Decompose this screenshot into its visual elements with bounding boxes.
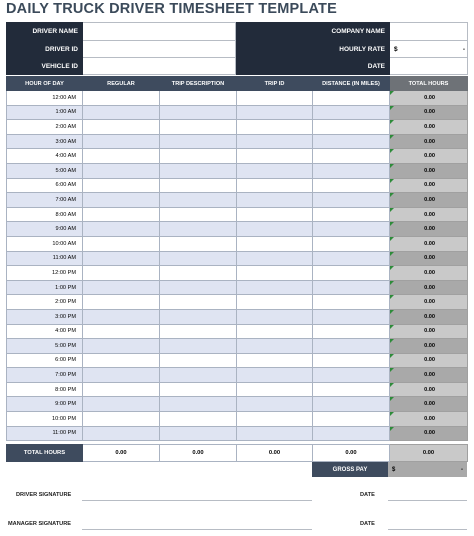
trip-id-cell[interactable] <box>237 149 313 164</box>
regular-cell[interactable] <box>83 295 160 310</box>
total-hours-cell: 0.00 <box>390 412 468 427</box>
regular-cell[interactable] <box>83 120 160 135</box>
driver-id-field[interactable] <box>83 41 236 58</box>
trip-description-cell[interactable] <box>160 134 237 149</box>
distance-cell[interactable] <box>313 266 390 281</box>
table-row <box>7 207 468 222</box>
trip-description-cell[interactable] <box>160 105 237 120</box>
hour-of-day-cell: 1:00 PM <box>7 280 83 295</box>
table-row <box>7 309 468 324</box>
regular-cell[interactable] <box>83 280 160 295</box>
driver-signature-date-label: DATE <box>360 492 375 498</box>
trip-id-cell[interactable] <box>237 163 313 178</box>
regular-cell[interactable] <box>83 339 160 354</box>
company-name-field[interactable] <box>390 23 468 41</box>
total-hours-cell: 0.00 <box>390 193 468 208</box>
trip-description-cell[interactable] <box>160 353 237 368</box>
distance-cell[interactable] <box>313 193 390 208</box>
col-header-trip-id: TRIP ID <box>237 77 313 91</box>
distance-cell[interactable] <box>313 163 390 178</box>
table-row <box>7 353 468 368</box>
trip-id-cell[interactable] <box>237 120 313 135</box>
hour-of-day-cell: 5:00 AM <box>7 163 83 178</box>
hour-of-day-cell: 11:00 PM <box>7 426 83 441</box>
trip-description-cell[interactable] <box>160 295 237 310</box>
trip-description-cell[interactable] <box>160 149 237 164</box>
total-hours-sum: 0.00 <box>390 445 468 462</box>
table-row <box>7 120 468 135</box>
trip-description-cell[interactable] <box>160 309 237 324</box>
table-row <box>7 105 468 120</box>
distance-cell[interactable] <box>313 91 390 106</box>
table-row <box>7 324 468 339</box>
col-header-trip-description: TRIP DESCRIPTION <box>160 77 237 91</box>
hour-of-day-cell: 5:00 PM <box>7 339 83 354</box>
totals-label: TOTAL HOURS <box>7 445 83 462</box>
timesheet-grid <box>6 76 468 441</box>
total-hours-cell: 0.00 <box>390 309 468 324</box>
col-header-regular: REGULAR <box>83 77 160 91</box>
regular-cell[interactable] <box>83 353 160 368</box>
manager-signature-line[interactable] <box>82 529 312 530</box>
trip-id-cell[interactable] <box>237 339 313 354</box>
trip-id-cell[interactable] <box>237 368 313 383</box>
trip-id-cell[interactable] <box>237 105 313 120</box>
hour-of-day-cell: 7:00 AM <box>7 193 83 208</box>
trip-id-cell[interactable] <box>237 134 313 149</box>
gross-pay-value <box>388 462 467 477</box>
totals-row <box>6 444 468 462</box>
vehicle-id-field[interactable] <box>83 58 236 75</box>
regular-cell[interactable] <box>83 251 160 266</box>
col-header-distance: DISTANCE (IN MILES) <box>313 77 390 91</box>
table-row <box>7 280 468 295</box>
trip-id-cell[interactable] <box>237 222 313 237</box>
page-title: DAILY TRUCK DRIVER TIMESHEET TEMPLATE <box>6 1 337 17</box>
table-row <box>7 222 468 237</box>
trip-description-cell[interactable] <box>160 236 237 251</box>
trip-id-cell[interactable] <box>237 193 313 208</box>
total-trip-description: 0.00 <box>160 445 237 462</box>
regular-cell[interactable] <box>83 134 160 149</box>
total-hours-cell: 0.00 <box>390 105 468 120</box>
distance-cell[interactable] <box>313 324 390 339</box>
distance-cell[interactable] <box>313 397 390 412</box>
total-hours-cell: 0.00 <box>390 91 468 106</box>
regular-cell[interactable] <box>83 178 160 193</box>
table-row <box>7 134 468 149</box>
driver-signature-label: DRIVER SIGNATURE <box>16 492 72 498</box>
gross-pay-table <box>312 462 467 477</box>
total-hours-cell: 0.00 <box>390 368 468 383</box>
distance-cell[interactable] <box>313 251 390 266</box>
trip-description-cell[interactable] <box>160 324 237 339</box>
total-hours-cell: 0.00 <box>390 266 468 281</box>
regular-cell[interactable] <box>83 105 160 120</box>
trip-id-cell[interactable] <box>237 207 313 222</box>
total-hours-cell: 0.00 <box>390 339 468 354</box>
total-hours-cell: 0.00 <box>390 426 468 441</box>
regular-cell[interactable] <box>83 266 160 281</box>
hour-of-day-cell: 2:00 PM <box>7 295 83 310</box>
trip-description-cell[interactable] <box>160 163 237 178</box>
total-distance: 0.00 <box>313 445 390 462</box>
trip-description-cell[interactable] <box>160 426 237 441</box>
trip-description-cell[interactable] <box>160 193 237 208</box>
trip-description-cell[interactable] <box>160 251 237 266</box>
trip-id-cell[interactable] <box>237 309 313 324</box>
hour-of-day-cell: 12:00 AM <box>7 91 83 106</box>
total-hours-cell: 0.00 <box>390 149 468 164</box>
gross-pay-label: GROSS PAY <box>312 462 388 477</box>
trip-description-cell[interactable] <box>160 368 237 383</box>
manager-signature-label: MANAGER SIGNATURE <box>8 521 71 527</box>
date-label: DATE <box>236 58 390 75</box>
distance-cell[interactable] <box>313 412 390 427</box>
regular-cell[interactable] <box>83 207 160 222</box>
regular-cell[interactable] <box>83 324 160 339</box>
hour-of-day-cell: 3:00 AM <box>7 134 83 149</box>
table-row <box>7 382 468 397</box>
table-row <box>7 178 468 193</box>
total-hours-cell: 0.00 <box>390 236 468 251</box>
driver-name-label: DRIVER NAME <box>7 23 83 41</box>
distance-cell[interactable] <box>313 368 390 383</box>
table-row <box>7 368 468 383</box>
hour-of-day-cell: 2:00 AM <box>7 120 83 135</box>
total-hours-cell: 0.00 <box>390 324 468 339</box>
total-hours-cell: 0.00 <box>390 222 468 237</box>
trip-description-cell[interactable] <box>160 178 237 193</box>
driver-signature-line[interactable] <box>82 500 312 501</box>
date-field[interactable] <box>390 58 468 75</box>
distance-cell[interactable] <box>313 280 390 295</box>
regular-cell[interactable] <box>83 91 160 106</box>
total-trip-id: 0.00 <box>237 445 313 462</box>
hourly-rate-value: - <box>462 45 466 53</box>
trip-id-cell[interactable] <box>237 397 313 412</box>
regular-cell[interactable] <box>83 309 160 324</box>
trip-description-cell[interactable] <box>160 120 237 135</box>
regular-cell[interactable] <box>83 412 160 427</box>
gross-pay-currency: $ <box>392 466 396 473</box>
hour-of-day-cell: 8:00 AM <box>7 207 83 222</box>
distance-cell[interactable] <box>313 339 390 354</box>
total-hours-cell: 0.00 <box>390 251 468 266</box>
trip-description-cell[interactable] <box>160 222 237 237</box>
hour-of-day-cell: 1:00 AM <box>7 105 83 120</box>
trip-id-cell[interactable] <box>237 353 313 368</box>
trip-id-cell[interactable] <box>237 324 313 339</box>
total-regular: 0.00 <box>83 445 160 462</box>
distance-cell[interactable] <box>313 236 390 251</box>
table-row <box>7 251 468 266</box>
hour-of-day-cell: 4:00 AM <box>7 149 83 164</box>
trip-id-cell[interactable] <box>237 266 313 281</box>
table-row <box>7 91 468 106</box>
distance-cell[interactable] <box>313 105 390 120</box>
distance-cell[interactable] <box>313 382 390 397</box>
hour-of-day-cell: 4:00 PM <box>7 324 83 339</box>
trip-description-cell[interactable] <box>160 382 237 397</box>
hourly-rate-label: HOURLY RATE <box>236 41 390 58</box>
vehicle-id-label: VEHICLE ID <box>7 58 83 75</box>
trip-description-cell[interactable] <box>160 91 237 106</box>
trip-id-cell[interactable] <box>237 91 313 106</box>
trip-id-cell[interactable] <box>237 251 313 266</box>
distance-cell[interactable] <box>313 295 390 310</box>
table-row <box>7 163 468 178</box>
total-hours-cell: 0.00 <box>390 178 468 193</box>
distance-cell[interactable] <box>313 309 390 324</box>
regular-cell[interactable] <box>83 426 160 441</box>
distance-cell[interactable] <box>313 222 390 237</box>
total-hours-cell: 0.00 <box>390 163 468 178</box>
regular-cell[interactable] <box>83 193 160 208</box>
hour-of-day-cell: 6:00 AM <box>7 178 83 193</box>
trip-description-cell[interactable] <box>160 339 237 354</box>
company-name-label: COMPANY NAME <box>236 23 390 41</box>
total-hours-cell: 0.00 <box>390 353 468 368</box>
hour-of-day-cell: 10:00 AM <box>7 236 83 251</box>
hour-of-day-cell: 6:00 PM <box>7 353 83 368</box>
trip-id-cell[interactable] <box>237 295 313 310</box>
hour-of-day-cell: 8:00 PM <box>7 382 83 397</box>
trip-id-cell[interactable] <box>237 382 313 397</box>
col-header-total-hours: TOTAL HOURS <box>390 77 468 91</box>
table-row <box>7 339 468 354</box>
regular-cell[interactable] <box>83 368 160 383</box>
col-header-hour: HOUR OF DAY <box>7 77 83 91</box>
distance-cell[interactable] <box>313 134 390 149</box>
driver-signature-date-line[interactable] <box>388 500 467 501</box>
trip-description-cell[interactable] <box>160 280 237 295</box>
hour-of-day-cell: 10:00 PM <box>7 412 83 427</box>
trip-id-cell[interactable] <box>237 236 313 251</box>
trip-id-cell[interactable] <box>237 412 313 427</box>
table-row <box>7 266 468 281</box>
total-hours-cell: 0.00 <box>390 120 468 135</box>
regular-cell[interactable] <box>83 149 160 164</box>
distance-cell[interactable] <box>313 207 390 222</box>
table-row <box>7 193 468 208</box>
manager-signature-date-label: DATE <box>360 521 375 527</box>
total-hours-cell: 0.00 <box>390 295 468 310</box>
hour-of-day-cell: 9:00 PM <box>7 397 83 412</box>
distance-cell[interactable] <box>313 120 390 135</box>
regular-cell[interactable] <box>83 236 160 251</box>
trip-id-cell[interactable] <box>237 178 313 193</box>
gross-pay-amount: - <box>461 466 463 473</box>
distance-cell[interactable] <box>313 353 390 368</box>
total-hours-cell: 0.00 <box>390 397 468 412</box>
hour-of-day-cell: 11:00 AM <box>7 251 83 266</box>
driver-info-table <box>6 22 468 75</box>
manager-signature-date-line[interactable] <box>388 529 467 530</box>
trip-description-cell[interactable] <box>160 412 237 427</box>
total-hours-cell: 0.00 <box>390 134 468 149</box>
hour-of-day-cell: 12:00 PM <box>7 266 83 281</box>
hour-of-day-cell: 3:00 PM <box>7 309 83 324</box>
regular-cell[interactable] <box>83 382 160 397</box>
total-hours-cell: 0.00 <box>390 207 468 222</box>
trip-id-cell[interactable] <box>237 426 313 441</box>
table-row <box>7 412 468 427</box>
distance-cell[interactable] <box>313 426 390 441</box>
hourly-rate-field[interactable] <box>390 41 468 58</box>
hour-of-day-cell: 9:00 AM <box>7 222 83 237</box>
table-row <box>7 295 468 310</box>
trip-description-cell[interactable] <box>160 266 237 281</box>
distance-cell[interactable] <box>313 149 390 164</box>
trip-description-cell[interactable] <box>160 397 237 412</box>
table-row <box>7 236 468 251</box>
table-row <box>7 426 468 441</box>
driver-id-label: DRIVER ID <box>7 41 83 58</box>
regular-cell[interactable] <box>83 397 160 412</box>
total-hours-cell: 0.00 <box>390 382 468 397</box>
distance-cell[interactable] <box>313 178 390 193</box>
table-row <box>7 149 468 164</box>
table-row <box>7 397 468 412</box>
hourly-rate-currency: $ <box>394 45 398 53</box>
driver-name-field[interactable] <box>83 23 236 41</box>
regular-cell[interactable] <box>83 222 160 237</box>
total-hours-cell: 0.00 <box>390 280 468 295</box>
hour-of-day-cell: 7:00 PM <box>7 368 83 383</box>
trip-description-cell[interactable] <box>160 207 237 222</box>
regular-cell[interactable] <box>83 163 160 178</box>
trip-id-cell[interactable] <box>237 280 313 295</box>
